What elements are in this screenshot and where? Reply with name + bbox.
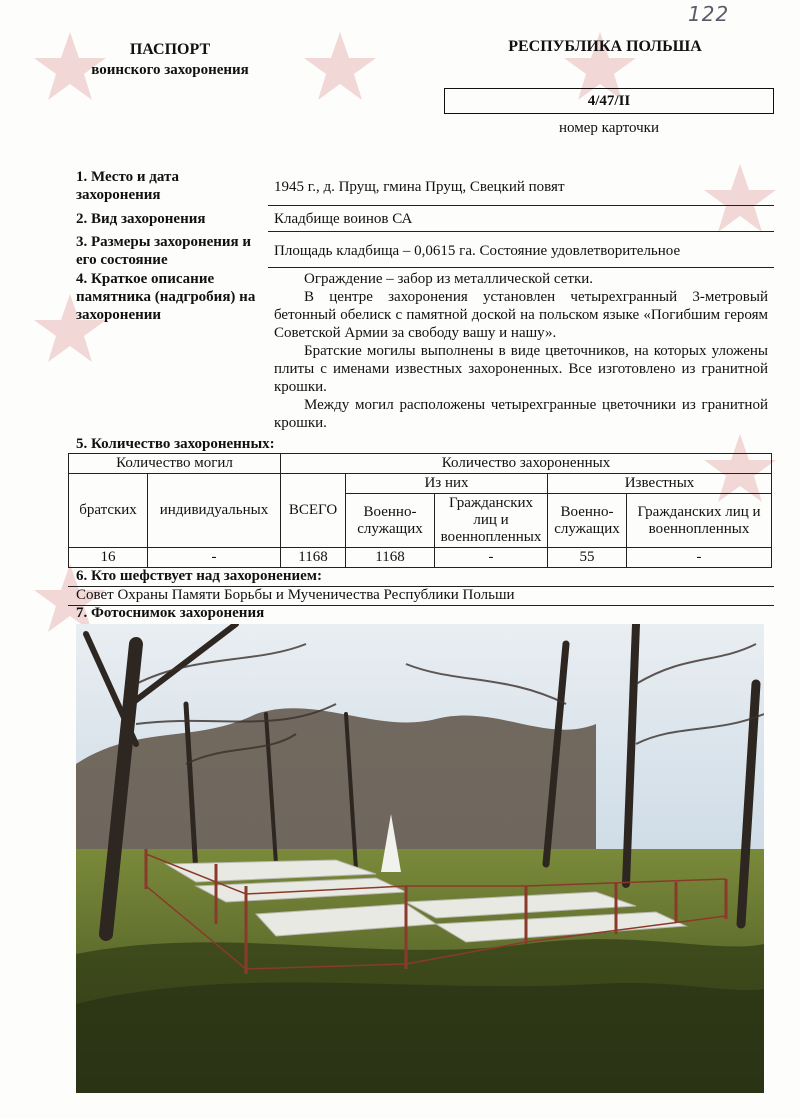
cell-individual: - — [148, 548, 281, 568]
graves-header: Количество могил — [69, 454, 281, 474]
known-header: Известных — [548, 474, 772, 494]
type-value: Кладбище воинов СА — [274, 211, 413, 227]
divider — [268, 231, 774, 232]
table-row — [69, 548, 772, 568]
col-civilians: Гражданских лиц и военнопленных — [435, 494, 548, 548]
watermark-star-icon — [700, 160, 780, 240]
description-paragraph: Братские могилы выполнены в виде цветочников, на которых уложены плиты с именами известных захороненных. Все изготовлено из гранитной крошки. — [274, 343, 768, 395]
burials-section-title: 5. Количество захороненных: — [76, 436, 275, 452]
description-text — [274, 270, 768, 432]
watermark-star-icon — [300, 28, 380, 108]
patron-value: Совет Охраны Памяти Борьбы и Мученичества Республики Польши — [76, 587, 515, 603]
size-value: Площадь кладбища – 0,0615 га. Состояние удовлетворительное — [274, 243, 681, 259]
col-military: Военно-служащих — [346, 494, 435, 548]
type-label: 2. Вид захоронения — [76, 211, 206, 227]
document-subtitle: воинского захоронения — [91, 62, 249, 78]
cell-total: 1168 — [281, 548, 346, 568]
card-number-label: номер карточки — [559, 120, 659, 136]
burial-site-photo — [76, 624, 764, 1093]
place-label: 1. Место и дата захоронения — [76, 169, 180, 203]
document-title: ПАСПОРТ — [129, 41, 211, 58]
document-header — [60, 40, 280, 80]
country-title: РЕСПУБЛИКА ПОЛЬША — [508, 38, 702, 55]
buried-header: Количество захороненных — [281, 454, 772, 474]
col-known-military: Военно-служащих — [548, 494, 627, 548]
col-total: ВСЕГО — [281, 474, 346, 548]
col-mass-graves: братских — [69, 474, 148, 548]
cell-mass: 16 — [69, 548, 148, 568]
description-label: 4. Краткое описание памятника (надгробия) на захоронении — [76, 271, 256, 323]
place-value: 1945 г., д. Прущ, гмина Прущ, Свецкий повят — [274, 179, 565, 195]
photo-section-title: 7. Фотоснимок захоронения — [76, 605, 265, 621]
handwritten-page-number: 122 — [688, 2, 730, 26]
patron-section-title: 6. Кто шефствует над захоронением: — [76, 568, 322, 584]
burials-table — [68, 453, 772, 568]
col-individual-graves: индивидуальных — [148, 474, 281, 548]
card-number-box: 4/47/II — [444, 88, 774, 114]
cell-known-military: 55 — [548, 548, 627, 568]
description-paragraph: Между могил расположены четырехгранные цветочники из гранитной крошки. — [274, 397, 768, 431]
cemetery-photo-illustration — [76, 624, 764, 1093]
cell-civilians: - — [435, 548, 548, 568]
of-them-header: Из них — [346, 474, 548, 494]
description-paragraph: В центре захоронения установлен четырехгранный 3-метровый бетонный обелиск с памятной доской на польском языке «Погибшим героям Советской Армии за свободу вашу и нашу». — [274, 289, 768, 341]
cell-known-civilians: - — [627, 548, 772, 568]
cell-military: 1168 — [346, 548, 435, 568]
size-label: 3. Размеры захоронения и его состояние — [76, 234, 252, 268]
divider — [268, 205, 774, 206]
col-known-civilians: Гражданских лиц и военнопленных — [627, 494, 772, 548]
divider — [268, 267, 774, 268]
description-paragraph: Ограждение – забор из металлической сетки. — [304, 271, 594, 287]
